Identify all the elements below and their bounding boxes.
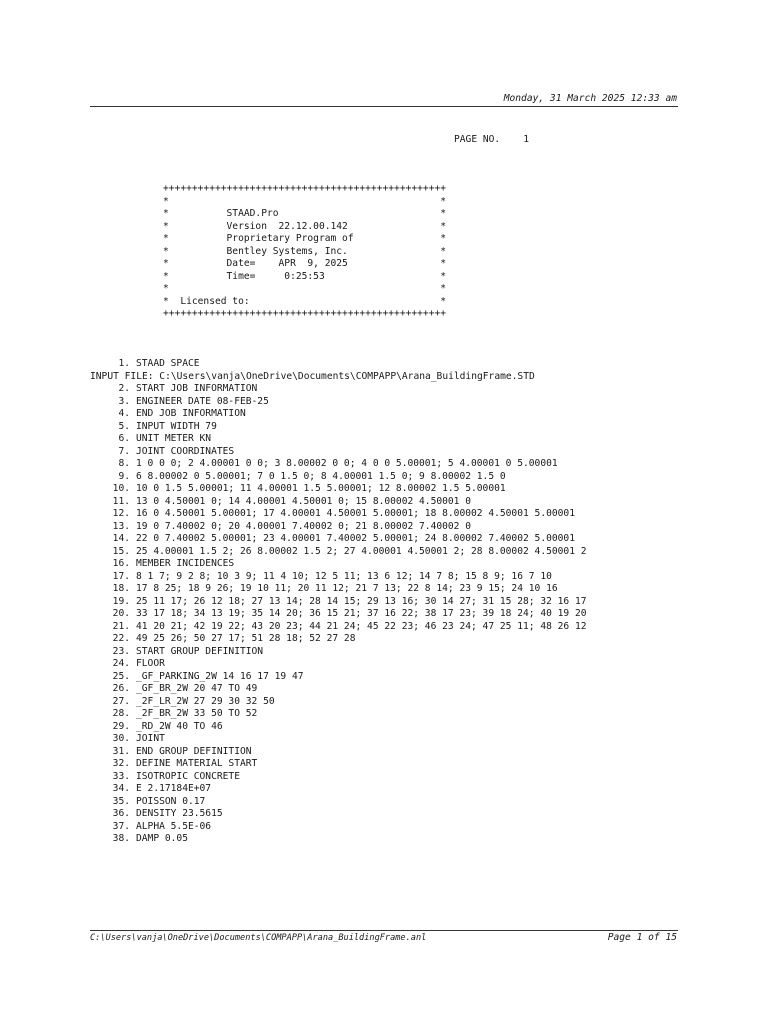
line-command: ISOTROPIC CONCRETE [136,770,240,782]
listing-line [90,646,587,659]
listing-line [90,383,587,396]
listing-line [90,746,587,759]
line-number: 34. [112,783,130,794]
line-command: E 2.17184E+07 [136,783,212,794]
banner-line: * Proprietary Program of * [163,233,447,244]
line-number: 14. [112,533,130,544]
line-command: JOINT COORDINATES [136,445,235,457]
listing-line [90,708,587,721]
line-number: 20. [112,608,130,619]
staad-banner [163,183,446,321]
line-number: 13. [112,520,130,532]
listing-line [90,458,587,471]
line-command: START JOB INFORMATION [136,383,258,394]
listing-line [90,758,587,771]
line-number: 37. [112,820,130,832]
line-command: JOINT [136,733,165,744]
banner-line: * * [163,195,447,207]
banner-line: * Time= 0:25:53 * [163,270,447,282]
listing-line [90,471,587,484]
line-command: 19 0 7.40002 0; 20 4.00001 7.40002 0; 21 8.00002 7.40002 0 [136,520,472,532]
listing-line [90,733,587,746]
line-command: 41 20 21; 42 19 22; 43 20 23; 44 21 24; 45 22 23; 46 23 24; 47 25 11; 48 26 12 [136,620,587,632]
listing-line [90,808,587,821]
line-number: 3. [118,395,130,407]
line-command: 13 0 4.50001 0; 14 4.00001 4.50001 0; 15 8.00002 4.50001 0 [136,495,472,507]
listing-line [90,421,587,434]
line-number: 15. [112,545,130,557]
line-number: 19. [112,595,130,607]
line-number: 4. [118,408,130,419]
line-command: END GROUP DEFINITION [136,745,252,757]
listing-line [90,483,587,496]
line-number: 21. [112,620,130,632]
line-command: _2F_LR_2W 27 29 30 32 50 [136,695,275,707]
listing-line [90,546,587,559]
footer-page-count: Page 1 of 15 [607,932,677,943]
listing-line [90,408,587,421]
line-number: 12. [112,508,130,519]
banner-line: +++++++++++++++++++++++++++++++++++++++++++++++++ [163,183,447,194]
listing-line [90,833,587,846]
line-number: 8. [118,458,130,469]
listing-line [90,508,587,521]
line-number: 17. [112,570,130,582]
page-number: PAGE NO. 1 [454,134,530,145]
line-command: _GF_BR_2W 20 47 TO 49 [136,683,258,694]
footer-file-path: C:\Users\vanja\OneDrive\Documents\COMPAPP\Arana_BuildingFrame.anl [90,933,427,943]
banner-line: +++++++++++++++++++++++++++++++++++++++++++++++++ [163,308,447,319]
line-number: 10. [112,483,130,494]
line-command: UNIT METER KN [136,433,212,444]
line-number: 22. [112,633,130,644]
line-command: 10 0 1.5 5.00001; 11 4.00001 1.5 5.00001; 12 8.00002 1.5 5.00001 [136,483,506,494]
line-command: 22 0 7.40002 5.00001; 23 4.00001 7.40002 5.00001; 24 8.00002 7.40002 5.00001 [136,533,575,544]
listing-line [90,771,587,784]
line-number: 18. [112,583,130,594]
header-datetime: Monday, 31 March 2025 12:33 am [503,93,677,104]
line-number: 38. [112,833,130,844]
line-number: 24. [112,658,130,669]
line-command: FLOOR [136,658,165,669]
listing-line [90,396,587,409]
listing-line [90,496,587,509]
banner-line: * Date= APR 9, 2025 * [163,258,447,269]
banner-line: * Version 22.12.00.142 * [163,220,447,232]
input-listing [90,358,587,846]
line-number: 32. [112,758,130,769]
listing-line [90,721,587,734]
line-number: 33. [112,770,130,782]
listing-line [90,583,587,596]
listing-line [90,533,587,546]
line-command: MEMBER INCIDENCES [136,558,235,569]
line-command: 33 17 18; 34 13 19; 35 14 20; 36 15 21; 37 16 22; 38 17 23; 39 18 24; 40 19 20 [136,608,587,619]
banner-line: * STAAD.Pro * [163,208,447,219]
line-command: DEFINE MATERIAL START [136,758,258,769]
listing-line [90,571,587,584]
footer-rule [90,930,678,931]
line-command: STAAD SPACE [136,358,200,369]
line-command: START GROUP DEFINITION [136,645,264,657]
line-command: 25 4.00001 1.5 2; 26 8.00002 1.5 2; 27 4.00001 4.50001 2; 28 8.00002 4.50001 2 [136,545,587,557]
line-command: DENSITY 23.5615 [136,808,223,819]
line-number: 36. [112,808,130,819]
listing-line [90,821,587,834]
line-command: 17 8 25; 18 9 26; 19 10 11; 20 11 12; 21 7 13; 22 8 14; 23 9 15; 24 10 16 [136,583,558,594]
banner-line: * Bentley Systems, Inc. * [163,245,447,257]
line-command: _2F_BR_2W 33 50 TO 52 [136,708,258,719]
line-number: 28. [112,708,130,719]
line-command: ALPHA 5.5E-06 [136,820,212,832]
line-command: ENGINEER DATE 08-FEB-25 [136,395,269,407]
listing-line [90,596,587,609]
listing-line [90,658,587,671]
input-file-line: INPUT FILE: C:\Users\vanja\OneDrive\Documents\COMPAPP\Arana_BuildingFrame.STD [90,370,535,382]
line-command: _RD_2W 40 TO 46 [136,720,223,732]
line-command: 49 25 26; 50 27 17; 51 28 18; 52 27 28 [136,633,356,644]
line-command: 16 0 4.50001 5.00001; 17 4.00001 4.50001 5.00001; 18 8.00002 4.50001 5.00001 [136,508,575,519]
line-number: 29. [112,720,130,732]
line-number: 6. [118,433,130,444]
listing-line [90,558,587,571]
line-command: 6 8.00002 0 5.00001; 7 0 1.5 0; 8 4.00001 1.5 0; 9 8.00002 1.5 0 [136,470,506,482]
line-command: POISSON 0.17 [136,795,206,807]
listing-line [90,621,587,634]
banner-line: * * [163,283,447,294]
line-number: 26. [112,683,130,694]
listing-line [90,796,587,809]
line-number: 11. [112,495,130,507]
line-command: END JOB INFORMATION [136,408,246,419]
listing-line [90,671,587,684]
line-number: 30. [112,733,130,744]
line-command: DAMP 0.05 [136,833,188,844]
listing-line [90,608,587,621]
line-number: 2. [118,383,130,394]
line-command: _GF_PARKING_2W 14 16 17 19 47 [136,670,304,682]
listing-line [90,358,587,371]
header-rule [90,106,678,107]
line-command: 25 11 17; 26 12 18; 27 13 14; 28 14 15; 29 13 16; 30 14 27; 31 15 28; 32 16 17 [136,595,587,607]
line-number: 9. [118,470,130,482]
listing-line [90,521,587,534]
listing-line [90,683,587,696]
line-number: 7. [118,445,130,457]
listing-line [90,783,587,796]
line-command: 8 1 7; 9 2 8; 10 3 9; 11 4 10; 12 5 11; 13 6 12; 14 7 8; 15 8 9; 16 7 10 [136,570,552,582]
line-number: 27. [112,695,130,707]
line-number: 31. [112,745,130,757]
listing-line [90,433,587,446]
line-number: 25. [112,670,130,682]
listing-line [90,696,587,709]
listing-line [90,446,587,459]
line-number: 35. [112,795,130,807]
listing-line [90,633,587,646]
line-command: 1 0 0 0; 2 4.00001 0 0; 3 8.00002 0 0; 4 0 0 5.00001; 5 4.00001 0 5.00001 [136,458,558,469]
line-number: 16. [112,558,130,569]
line-number: 5. [118,420,130,432]
line-number: 1. [118,358,130,369]
line-command: INPUT WIDTH 79 [136,420,217,432]
banner-line: * Licensed to: * [163,295,447,307]
line-number: 23. [112,645,130,657]
